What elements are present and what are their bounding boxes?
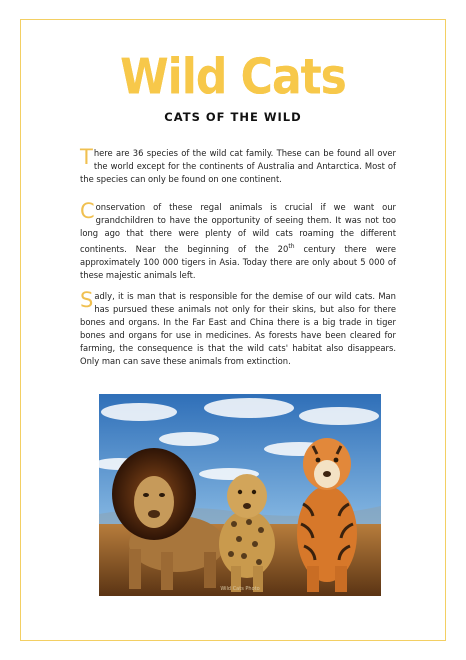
paragraph-3-text: adly, it is man that is responsible for the demise of our wild cats. Man has pursued these animals not only for their skins, but also for there bones and organs. In the Far East and China there is a big trade in tiger bones and organs for use in medicines. As forests have been cleared for farming, the consequence is that the wild cats' habitat also disappears. Only man can save these animals from extinction. [80, 291, 396, 366]
paragraph-1 [80, 147, 396, 186]
paragraph-2 [80, 201, 396, 282]
photo-caption: Wild Cats Photo [220, 586, 260, 592]
paragraph-2-sup: th [288, 243, 295, 250]
wild-cats-photo [99, 394, 381, 596]
dropcap-3: S [80, 288, 94, 312]
paragraph-2-text-b: century there were approximately 100 000 tigers in Asia. Today there are only about 5 000 of these majestic animals left. [80, 243, 396, 280]
document-title: Wild Cats [120, 48, 346, 107]
wild-cats-illustration [99, 394, 381, 596]
paragraph-2-text-a: onservation of these regal animals is crucial if we want our grandchildren to have the opportunity of seeing them. It was not too long ago that there were plenty of wild cats roaming the different continents. Near the beginning of the 20 [80, 202, 396, 254]
dropcap-2: C [80, 199, 95, 223]
dropcap-1: T [80, 145, 93, 169]
paragraph-1-text: here are 36 species of the wild cat family. These can be found all over the world except for the continents of Australia and Antarctica. Most of the species can only be found on one continent. [80, 148, 396, 184]
paragraph-3 [80, 290, 396, 368]
document-subtitle: CATS OF THE WILD [164, 110, 302, 124]
